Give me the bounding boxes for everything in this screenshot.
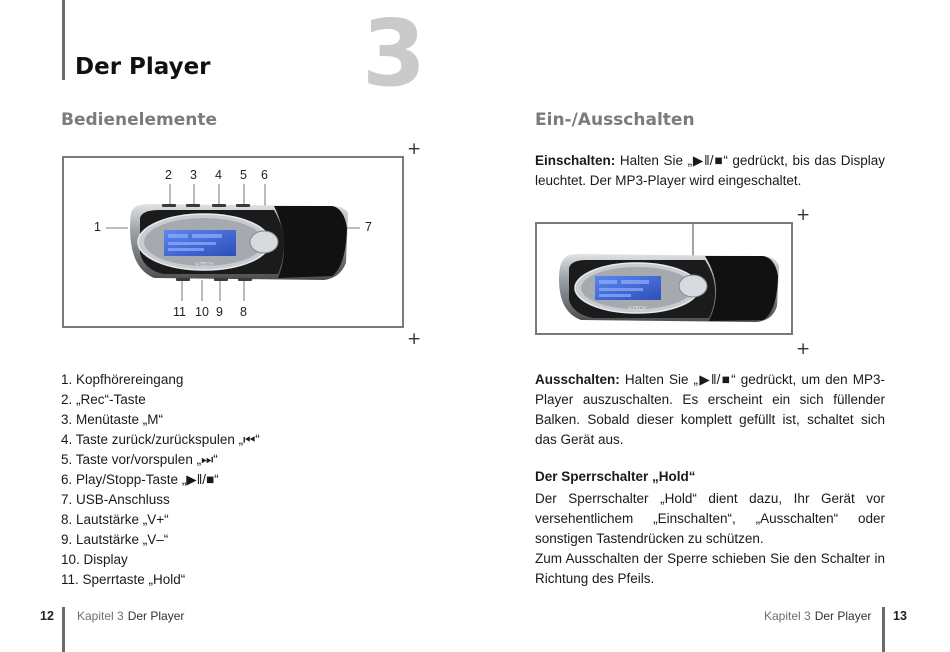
callout-4: 4	[215, 168, 222, 182]
chapter-number: 3	[362, 0, 427, 107]
footer-chapter-name: Der Player	[127, 609, 185, 623]
section-title-controls: Bedienelemente	[61, 110, 218, 130]
page-number-right: 13	[893, 609, 907, 623]
list-item: 1. Kopfhörereingang	[61, 372, 184, 387]
callout-9: 9	[216, 305, 223, 319]
list-item: 9. Lautstärke „V–“	[61, 532, 169, 547]
list-item: 3. Menütaste „M“	[61, 412, 164, 427]
mp3-player-power-illustration	[537, 224, 791, 333]
list-item: 6. Play/Stopp-Taste „▶ǁ/■“	[61, 472, 219, 487]
mp3-player-illustration	[64, 158, 402, 326]
einschalten-paragraph	[535, 151, 885, 191]
callout-1: 1	[94, 220, 101, 234]
einschalten-label: Einschalten:	[535, 153, 616, 168]
list-item: 5. Taste vor/vorspulen „⏭“	[61, 452, 218, 467]
ausschalten-paragraph	[535, 370, 885, 450]
footer-rule-right	[882, 607, 885, 652]
player-power-image	[535, 222, 793, 335]
einschalten-text: Halten Sie „▶ǁ/■“ gedrückt, bis das Display leuchtet. Der MP3-Player wird eingeschaltet.	[535, 153, 885, 188]
callout-11: 11	[173, 305, 186, 319]
hold-title: Der Sperrschalter „Hold“	[535, 469, 696, 484]
header-rule	[62, 0, 65, 80]
footer-chapter-label: Kapitel 3	[764, 609, 811, 623]
controls-list	[61, 370, 260, 590]
footer-rule-left	[62, 607, 65, 652]
registration-mark: +	[796, 205, 811, 225]
callout-3: 3	[190, 168, 197, 182]
callout-10: 10	[195, 305, 209, 319]
device-brand-label: V-TECH	[628, 306, 646, 312]
list-item: 10. Display	[61, 552, 128, 567]
footer-left	[77, 609, 184, 623]
list-item: 11. Sperrtaste „Hold“	[61, 572, 186, 587]
list-item: 2. „Rec“-Taste	[61, 392, 146, 407]
registration-mark: +	[796, 339, 811, 359]
page-title: Der Player	[75, 54, 211, 80]
ausschalten-label: Ausschalten:	[535, 372, 620, 387]
registration-mark: +	[407, 329, 422, 349]
ausschalten-text: Halten Sie „▶ǁ/■“ gedrückt, um den MP3-Player auszuschalten. Es erscheint ein sich füllender Balken. Sobald dieser komplett gefüllt ist, schaltet sich das Gerät aus.	[535, 372, 885, 447]
registration-mark: +	[407, 139, 422, 159]
footer-right	[764, 609, 871, 623]
list-item: 4. Taste zurück/zurückspulen „⏮“	[61, 432, 260, 447]
hold-paragraph-1: Der Sperrschalter „Hold“ dient dazu, Ihr Gerät vor versehentlichem „Einschalten“, „Ausschalten“ oder sonstigen Tastendrücken zu schützen.	[535, 491, 885, 546]
footer-chapter-label: Kapitel 3	[77, 609, 124, 623]
page-number-left: 12	[40, 609, 54, 623]
callout-2: 2	[165, 168, 172, 182]
callout-6: 6	[261, 168, 268, 182]
list-item: 7. USB-Anschluss	[61, 492, 170, 507]
callout-8: 8	[240, 305, 247, 319]
hold-paragraph-2: Zum Ausschalten der Sperre schieben Sie den Schalter in Richtung des Pfeils.	[535, 551, 885, 586]
device-brand-label: V-TECH	[195, 262, 213, 268]
callout-7: 7	[365, 220, 372, 234]
player-controls-image	[62, 156, 404, 328]
section-title-power: Ein-/Ausschalten	[535, 110, 695, 130]
footer-chapter-name: Der Player	[814, 609, 872, 623]
list-item: 8. Lautstärke „V+“	[61, 512, 169, 527]
callout-5: 5	[240, 168, 247, 182]
